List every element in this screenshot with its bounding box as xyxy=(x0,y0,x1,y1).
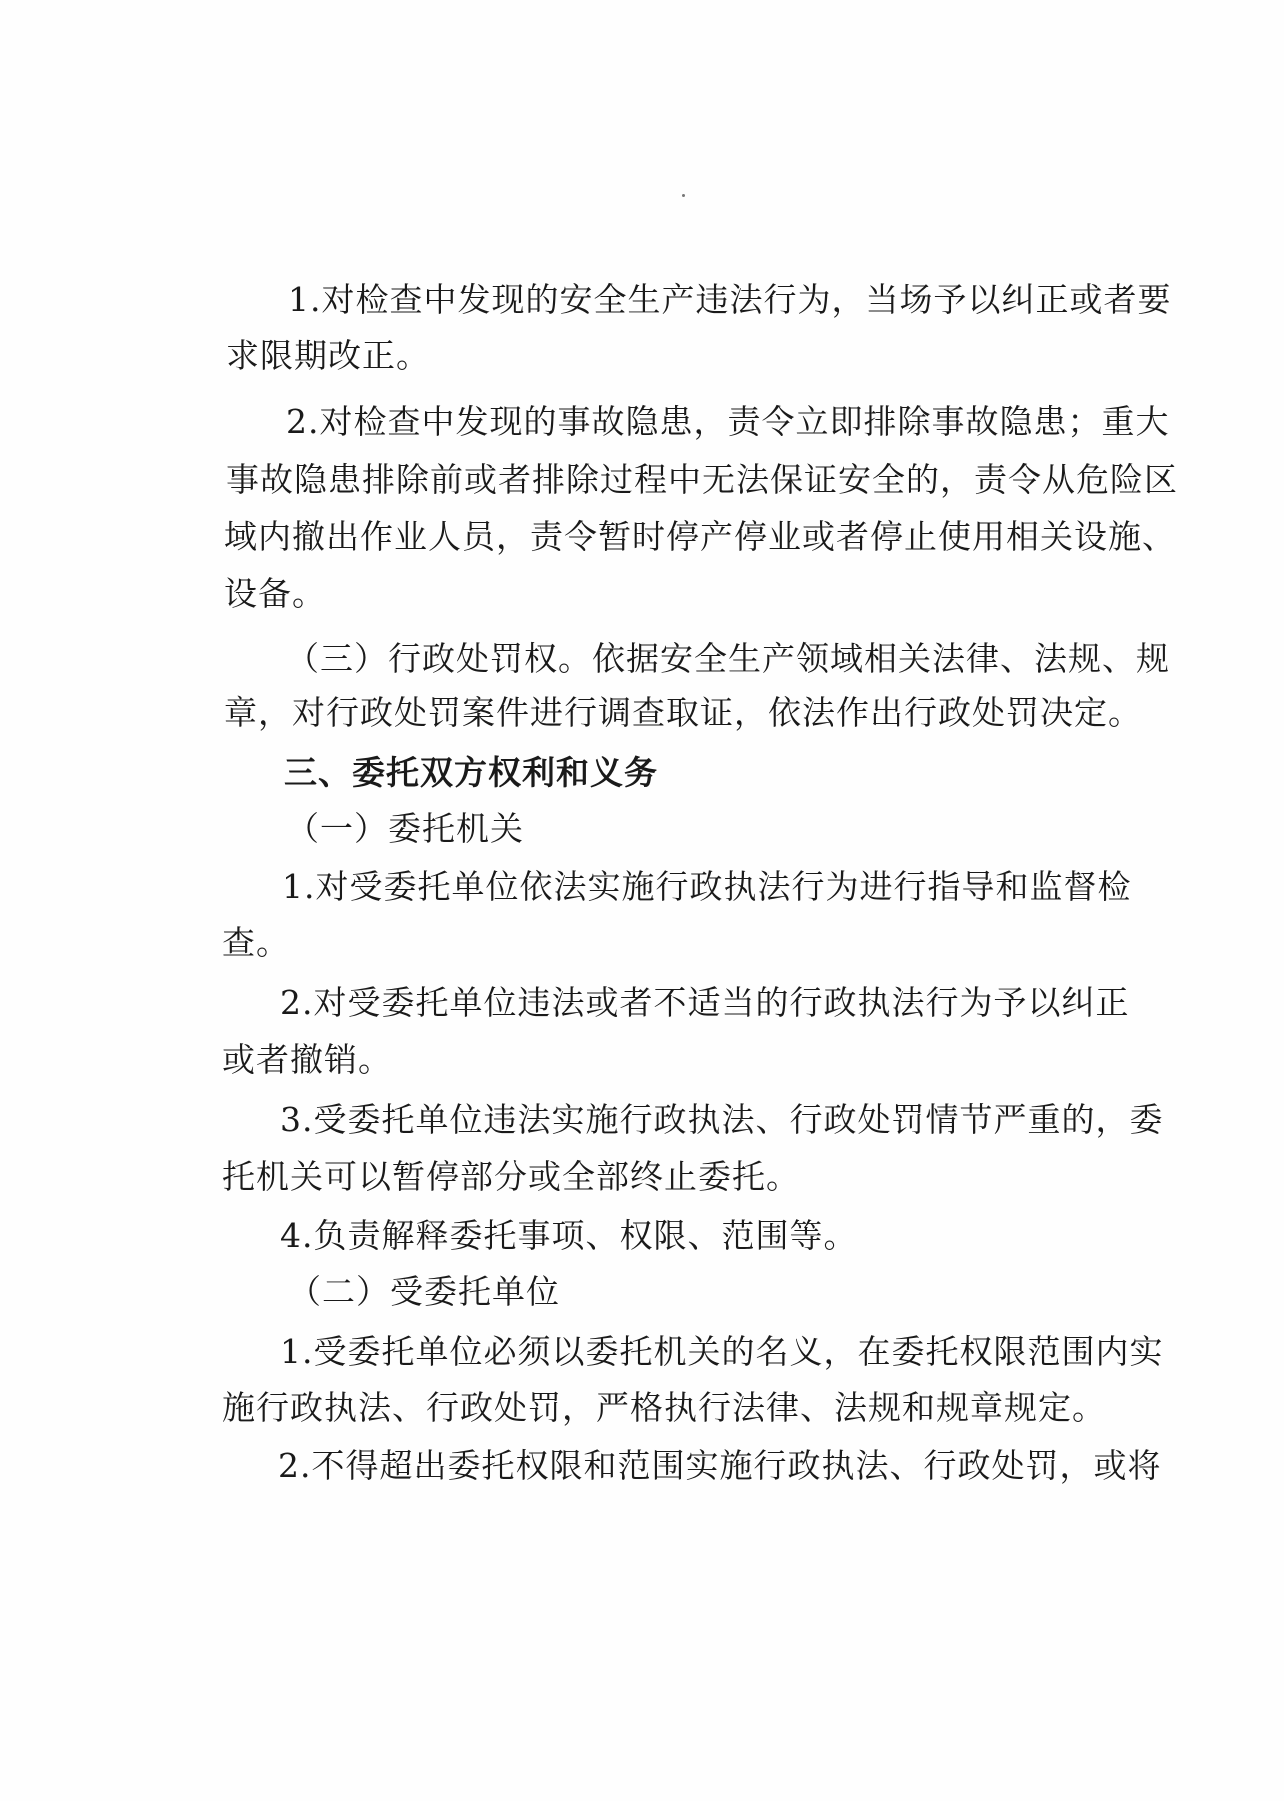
subsection-heading: （一）委托机关 xyxy=(286,809,524,848)
text-line: 求限期改正。 xyxy=(226,336,430,375)
scan-speck xyxy=(682,194,685,197)
text-line: 章，对行政处罚案件进行调查取证，依法作出行政处罚决定。 xyxy=(224,693,1142,732)
text-line: 或者撤销。 xyxy=(222,1040,392,1079)
text-line: 施行政执法、行政处罚，严格执行法律、法规和规章规定。 xyxy=(222,1388,1106,1427)
text-line: 2.不得超出委托权限和范围实施行政执法、行政处罚，或将 xyxy=(278,1446,1162,1485)
text-line: 托机关可以暂停部分或全部终止委托。 xyxy=(222,1157,800,1196)
subsection-heading: （二）受委托单位 xyxy=(288,1272,560,1311)
section-heading: 三、委托双方权利和义务 xyxy=(284,753,658,792)
text-line: 4.负责解释委托事项、权限、范围等。 xyxy=(280,1216,858,1255)
text-line: 1.对检查中发现的安全生产违法行为，当场予以纠正或者要 xyxy=(288,280,1172,319)
text-line: 1.受委托单位必须以委托机关的名义，在委托权限范围内实 xyxy=(280,1332,1164,1371)
text-line: 设备。 xyxy=(224,574,326,613)
text-line: 事故隐患排除前或者排除过程中无法保证安全的，责令从危险区 xyxy=(226,460,1178,499)
text-line: 域内撤出作业人员，责令暂时停产停业或者停止使用相关设施、 xyxy=(224,517,1176,556)
text-line: 3.受委托单位违法实施行政执法、行政处罚情节严重的，委 xyxy=(280,1100,1164,1139)
text-line: 1.对受委托单位依法实施行政执法行为进行指导和监督检 xyxy=(282,867,1132,906)
text-line: 查。 xyxy=(222,923,290,962)
text-line: 2.对检查中发现的事故隐患，责令立即排除事故隐患；重大 xyxy=(286,402,1170,441)
text-line: （三）行政处罚权。依据安全生产领域相关法律、法规、规 xyxy=(286,639,1170,678)
text-line: 2.对受委托单位违法或者不适当的行政执法行为予以纠正 xyxy=(280,983,1130,1022)
